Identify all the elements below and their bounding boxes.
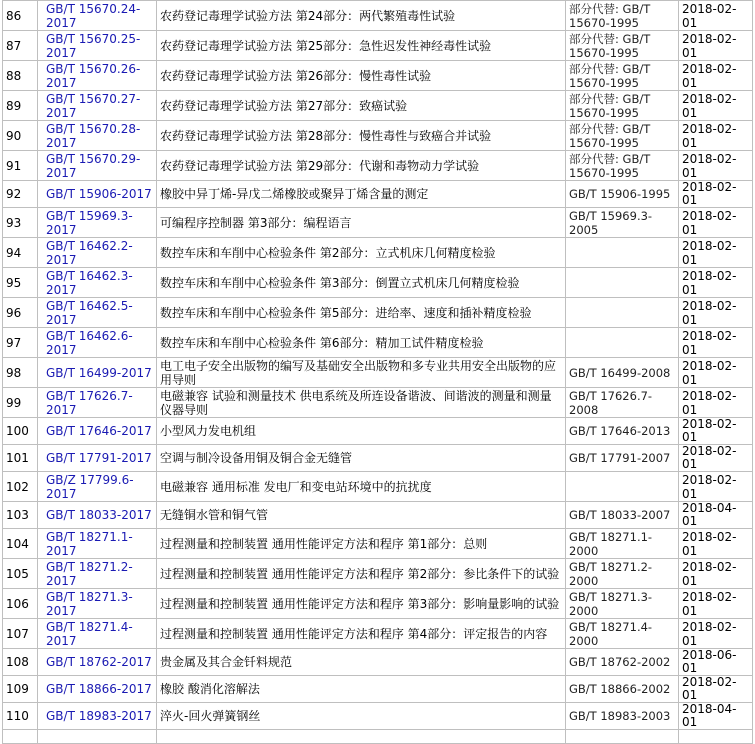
row-number: 98 xyxy=(3,358,38,388)
table-row xyxy=(3,676,753,703)
standard-code-cell xyxy=(38,1,157,31)
standard-code-cell xyxy=(38,502,157,529)
replaces-standard: GB/T 18271.4-2000 xyxy=(566,619,679,649)
standard-code-link[interactable]: GB/T 17646-2017 xyxy=(46,423,152,438)
table-row xyxy=(3,472,753,502)
standard-code-link[interactable]: GB/T 15670.25-2017 xyxy=(46,31,141,60)
table-row xyxy=(3,445,753,472)
table-row xyxy=(3,61,753,91)
standard-code-link[interactable]: GB/T 18271.2-2017 xyxy=(46,559,133,588)
standard-name: 电磁兼容 通用标准 发电厂和变电站环境中的抗扰度 xyxy=(157,472,566,502)
standard-code-link[interactable]: GB/T 15969.3-2017 xyxy=(46,208,133,237)
replaces-standard: GB/T 17646-2013 xyxy=(566,418,679,445)
standard-code-link[interactable]: GB/T 18762-2017 xyxy=(46,654,152,669)
standard-code-cell xyxy=(38,589,157,619)
table-cell-clipped xyxy=(38,730,157,744)
row-number: 101 xyxy=(3,445,38,472)
row-number: 110 xyxy=(3,703,38,730)
effective-date: 2018-02-01 xyxy=(679,121,753,151)
replaces-standard: 部分代替: GB/T 15670-1995 xyxy=(566,91,679,121)
row-number: 105 xyxy=(3,559,38,589)
table-row xyxy=(3,388,753,418)
standard-name: 过程测量和控制装置 通用性能评定方法和程序 第1部分：总则 xyxy=(157,529,566,559)
row-number: 88 xyxy=(3,61,38,91)
standard-code-cell xyxy=(38,208,157,238)
replaces-standard: GB/T 18271.2-2000 xyxy=(566,559,679,589)
standard-code-link[interactable]: GB/T 17626.7-2017 xyxy=(46,388,133,417)
table-row xyxy=(3,151,753,181)
standard-code-link[interactable]: GB/T 18271.3-2017 xyxy=(46,589,133,618)
standard-name: 可编程序控制器 第3部分：编程语言 xyxy=(157,208,566,238)
replaces-standard: 部分代替: GB/T 15670-1995 xyxy=(566,31,679,61)
standard-code-cell xyxy=(38,91,157,121)
standard-name: 数控车床和车削中心检验条件 第3部分：倒置立式机床几何精度检验 xyxy=(157,268,566,298)
replaces-standard: GB/T 18983-2003 xyxy=(566,703,679,730)
standard-code-cell xyxy=(38,298,157,328)
table-row xyxy=(3,703,753,730)
standard-code-link[interactable]: GB/Z 17799.6-2017 xyxy=(46,472,134,501)
replaces-standard: GB/T 17791-2007 xyxy=(566,445,679,472)
effective-date: 2018-02-01 xyxy=(679,472,753,502)
table-row xyxy=(3,238,753,268)
replaces-standard xyxy=(566,238,679,268)
row-number: 106 xyxy=(3,589,38,619)
row-number: 96 xyxy=(3,298,38,328)
table-row xyxy=(3,298,753,328)
standard-code-link[interactable]: GB/T 17791-2017 xyxy=(46,450,152,465)
standard-code-cell xyxy=(38,181,157,208)
standards-table-body xyxy=(3,1,753,744)
table-cell-clipped xyxy=(3,730,38,744)
standard-name: 小型风力发电机组 xyxy=(157,418,566,445)
table-row xyxy=(3,121,753,151)
table-row xyxy=(3,649,753,676)
replaces-standard: GB/T 18866-2002 xyxy=(566,676,679,703)
effective-date: 2018-02-01 xyxy=(679,418,753,445)
standard-name: 橡胶中异丁烯-异戊二烯橡胶或聚异丁烯含量的测定 xyxy=(157,181,566,208)
row-number: 94 xyxy=(3,238,38,268)
table-row xyxy=(3,208,753,238)
standard-code-cell xyxy=(38,358,157,388)
standard-code-cell xyxy=(38,676,157,703)
standard-code-cell xyxy=(38,31,157,61)
replaces-standard xyxy=(566,328,679,358)
effective-date: 2018-02-01 xyxy=(679,208,753,238)
table-row xyxy=(3,559,753,589)
table-row xyxy=(3,619,753,649)
standard-code-cell xyxy=(38,529,157,559)
replaces-standard: GB/T 18271.3-2000 xyxy=(566,589,679,619)
table-cell-clipped xyxy=(566,730,679,744)
row-number: 103 xyxy=(3,502,38,529)
row-number: 92 xyxy=(3,181,38,208)
replaces-standard: GB/T 18271.1-2000 xyxy=(566,529,679,559)
effective-date: 2018-02-01 xyxy=(679,619,753,649)
standard-name: 农药登记毒理学试验方法 第24部分：两代繁殖毒性试验 xyxy=(157,1,566,31)
effective-date: 2018-02-01 xyxy=(679,268,753,298)
table-row xyxy=(3,1,753,31)
standard-name: 贵金属及其合金钎料规范 xyxy=(157,649,566,676)
effective-date: 2018-02-01 xyxy=(679,358,753,388)
standard-code-cell xyxy=(38,649,157,676)
effective-date: 2018-02-01 xyxy=(679,1,753,31)
standard-name: 过程测量和控制装置 通用性能评定方法和程序 第3部分：影响量影响的试验 xyxy=(157,589,566,619)
standard-code-link[interactable]: GB/T 16462.5-2017 xyxy=(46,298,133,327)
table-row xyxy=(3,502,753,529)
replaces-standard: 部分代替: GB/T 15670-1995 xyxy=(566,121,679,151)
row-number: 97 xyxy=(3,328,38,358)
standard-code-link[interactable]: GB/T 18983-2017 xyxy=(46,708,152,723)
standard-name: 数控车床和车削中心检验条件 第6部分：精加工试件精度检验 xyxy=(157,328,566,358)
standard-code-cell xyxy=(38,238,157,268)
replaces-standard: GB/T 18033-2007 xyxy=(566,502,679,529)
replaces-standard: 部分代替: GB/T 15670-1995 xyxy=(566,61,679,91)
standard-code-link[interactable]: GB/T 16462.3-2017 xyxy=(46,268,133,297)
standard-code-cell xyxy=(38,151,157,181)
standard-code-link[interactable]: GB/T 16499-2017 xyxy=(46,365,152,380)
replaces-standard: 部分代替: GB/T 15670-1995 xyxy=(566,1,679,31)
effective-date: 2018-02-01 xyxy=(679,181,753,208)
standard-code-link[interactable]: GB/T 15906-2017 xyxy=(46,186,152,201)
replaces-standard: GB/T 18762-2002 xyxy=(566,649,679,676)
standard-code-cell xyxy=(38,268,157,298)
row-number: 89 xyxy=(3,91,38,121)
table-row xyxy=(3,268,753,298)
row-number: 109 xyxy=(3,676,38,703)
replaces-standard xyxy=(566,472,679,502)
standard-code-cell xyxy=(38,418,157,445)
standard-name: 农药登记毒理学试验方法 第27部分：致癌试验 xyxy=(157,91,566,121)
replaces-standard: GB/T 15906-1995 xyxy=(566,181,679,208)
effective-date: 2018-02-01 xyxy=(679,445,753,472)
standard-code-cell xyxy=(38,61,157,91)
replaces-standard: GB/T 17626.7-2008 xyxy=(566,388,679,418)
effective-date: 2018-04-01 xyxy=(679,703,753,730)
standard-code-link[interactable]: GB/T 18866-2017 xyxy=(46,681,152,696)
effective-date: 2018-02-01 xyxy=(679,298,753,328)
effective-date: 2018-02-01 xyxy=(679,388,753,418)
standard-name: 无缝铜水管和铜气管 xyxy=(157,502,566,529)
row-number: 100 xyxy=(3,418,38,445)
table-row xyxy=(3,589,753,619)
standard-code-cell xyxy=(38,619,157,649)
replaces-standard: GB/T 15969.3-2005 xyxy=(566,208,679,238)
row-number: 91 xyxy=(3,151,38,181)
row-number: 93 xyxy=(3,208,38,238)
standard-name: 过程测量和控制装置 通用性能评定方法和程序 第4部分：评定报告的内容 xyxy=(157,619,566,649)
standard-code-link[interactable]: GB/T 18271.1-2017 xyxy=(46,529,133,558)
standard-code-link[interactable]: GB/T 15670.28-2017 xyxy=(46,121,141,150)
standard-code-link[interactable]: GB/T 18271.4-2017 xyxy=(46,619,133,648)
standard-code-link[interactable]: GB/T 15670.26-2017 xyxy=(46,61,141,90)
standard-name: 电磁兼容 试验和测量技术 供电系统及所连设备谐波、间谐波的测量和测量仪器导则 xyxy=(157,388,566,418)
table-row xyxy=(3,91,753,121)
standard-code-cell xyxy=(38,121,157,151)
effective-date: 2018-02-01 xyxy=(679,238,753,268)
table-cell-clipped xyxy=(679,730,753,744)
standard-name: 农药登记毒理学试验方法 第28部分：慢性毒性与致癌合并试验 xyxy=(157,121,566,151)
table-cell-clipped xyxy=(157,730,566,744)
effective-date: 2018-06-01 xyxy=(679,649,753,676)
standard-code-link[interactable]: GB/T 15670.29-2017 xyxy=(46,151,141,180)
standard-code-cell xyxy=(38,328,157,358)
standard-name: 电工电子安全出版物的编写及基础安全出版物和多专业共用安全出版物的应用导则 xyxy=(157,358,566,388)
effective-date: 2018-04-01 xyxy=(679,502,753,529)
standard-name: 数控车床和车削中心检验条件 第5部分：进给率、速度和插补精度检验 xyxy=(157,298,566,328)
row-number: 108 xyxy=(3,649,38,676)
effective-date: 2018-02-01 xyxy=(679,328,753,358)
row-number: 95 xyxy=(3,268,38,298)
replaces-standard: GB/T 16499-2008 xyxy=(566,358,679,388)
standard-code-link[interactable]: GB/T 16462.6-2017 xyxy=(46,328,133,357)
table-row xyxy=(3,418,753,445)
table-row xyxy=(3,328,753,358)
replaces-standard xyxy=(566,268,679,298)
standard-name: 淬火-回火弹簧钢丝 xyxy=(157,703,566,730)
standard-code-link[interactable]: GB/T 16462.2-2017 xyxy=(46,238,133,267)
standard-code-link[interactable]: GB/T 15670.24-2017 xyxy=(46,1,141,30)
standard-name: 农药登记毒理学试验方法 第29部分：代谢和毒物动力学试验 xyxy=(157,151,566,181)
effective-date: 2018-02-01 xyxy=(679,589,753,619)
effective-date: 2018-02-01 xyxy=(679,676,753,703)
effective-date: 2018-02-01 xyxy=(679,61,753,91)
table-row xyxy=(3,31,753,61)
effective-date: 2018-02-01 xyxy=(679,31,753,61)
standard-code-cell xyxy=(38,559,157,589)
effective-date: 2018-02-01 xyxy=(679,529,753,559)
standard-code-cell xyxy=(38,472,157,502)
replaces-standard: 部分代替: GB/T 15670-1995 xyxy=(566,151,679,181)
row-number: 102 xyxy=(3,472,38,502)
row-number: 107 xyxy=(3,619,38,649)
table-row xyxy=(3,529,753,559)
standard-code-cell xyxy=(38,445,157,472)
row-number: 86 xyxy=(3,1,38,31)
standard-name: 数控车床和车削中心检验条件 第2部分：立式机床几何精度检验 xyxy=(157,238,566,268)
standard-name: 农药登记毒理学试验方法 第25部分：急性迟发性神经毒性试验 xyxy=(157,31,566,61)
standard-name: 农药登记毒理学试验方法 第26部分：慢性毒性试验 xyxy=(157,61,566,91)
effective-date: 2018-02-01 xyxy=(679,151,753,181)
standards-table xyxy=(2,0,753,744)
row-number: 99 xyxy=(3,388,38,418)
standard-name: 过程测量和控制装置 通用性能评定方法和程序 第2部分：参比条件下的试验 xyxy=(157,559,566,589)
standard-name: 空调与制冷设备用铜及铜合金无缝管 xyxy=(157,445,566,472)
standard-code-link[interactable]: GB/T 15670.27-2017 xyxy=(46,91,141,120)
row-number: 87 xyxy=(3,31,38,61)
effective-date: 2018-02-01 xyxy=(679,559,753,589)
effective-date: 2018-02-01 xyxy=(679,91,753,121)
standard-name: 橡胶 酸消化溶解法 xyxy=(157,676,566,703)
table-row-clipped xyxy=(3,730,753,744)
row-number: 90 xyxy=(3,121,38,151)
table-row xyxy=(3,358,753,388)
row-number: 104 xyxy=(3,529,38,559)
table-row xyxy=(3,181,753,208)
standard-code-link[interactable]: GB/T 18033-2017 xyxy=(46,507,152,522)
standard-code-cell xyxy=(38,703,157,730)
standard-code-cell xyxy=(38,388,157,418)
replaces-standard xyxy=(566,298,679,328)
